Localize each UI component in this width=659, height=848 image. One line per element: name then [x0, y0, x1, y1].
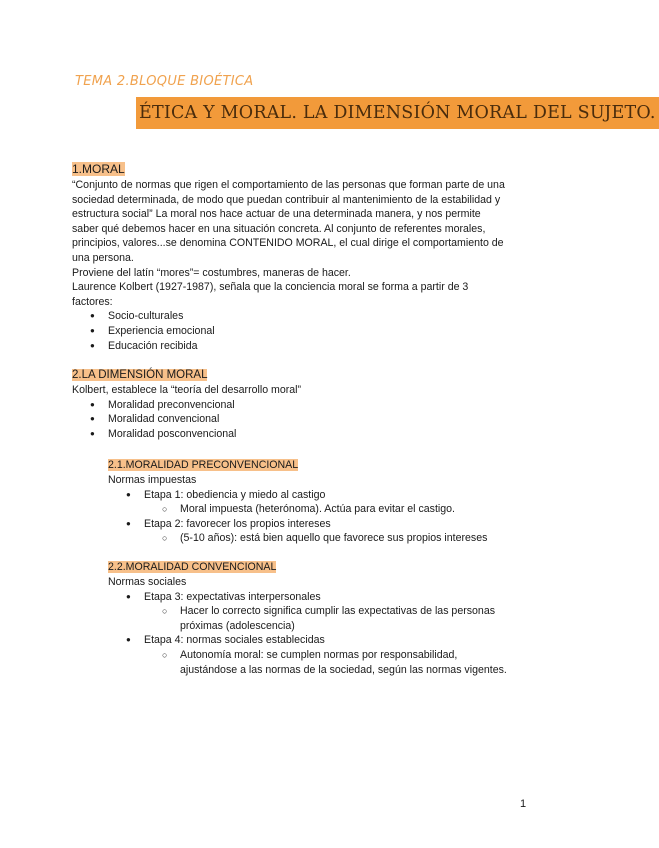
section-heading: 2.2.MORALIDAD CONVENCIONAL	[108, 561, 277, 573]
section-heading: 2.1.MORALIDAD PRECONVENCIONAL	[108, 459, 299, 471]
stages-list	[126, 488, 538, 546]
list-item: ○ (5-10 años): está bien aquello que favorece sus propios intereses	[162, 531, 538, 546]
paragraph-line: Normas sociales	[108, 576, 187, 588]
stage-label: Etapa 3: expectativas interpersonales	[144, 590, 321, 603]
section-preconvencional	[108, 458, 538, 546]
page-number: 1	[520, 798, 527, 810]
paragraph-line: sociedad determinada, de modo que puedan contribuir al mantenimiento de la estabilidad y	[72, 193, 501, 206]
factors-list	[90, 309, 532, 353]
list-item: ● Experiencia emocional	[90, 324, 532, 339]
stage-label: Etapa 4: normas sociales establecidas	[144, 634, 325, 647]
stage-label: Etapa 2: favorecer los propios intereses	[144, 517, 331, 530]
paragraph-line: estructura social” La moral nos hace actuar de una determinada manera, y nos permite	[72, 208, 481, 221]
section-moral	[72, 162, 532, 353]
list-item: ● Educación recibida	[90, 339, 532, 354]
list-item: ○ Moral impuesta (heterónoma). Actúa para evitar el castigo.	[162, 502, 538, 517]
list-item	[162, 648, 538, 677]
paragraph-line: Proviene del latín “mores”= costumbres, maneras de hacer.	[72, 266, 351, 279]
list-item: ● Moralidad convencional	[90, 412, 532, 427]
paragraph-line: saber qué debemos hacer en una situación concreta. Al conjunto de referentes morales,	[72, 222, 486, 235]
list-item	[126, 517, 538, 546]
list-item	[126, 633, 538, 677]
paragraph-line: Laurence Kolbert (1927-1987), señala que la conciencia moral se forma a partir de 3	[72, 281, 469, 294]
paragraph-line: factores:	[72, 295, 113, 308]
section-heading: 2.LA DIMENSIÓN MORAL	[72, 369, 208, 381]
note-line: próximas (adolescencia)	[180, 619, 295, 632]
paragraph-line: Kolbert, establece la “teoría del desarrollo moral”	[72, 384, 302, 396]
note-line: ajustándose a las normas de la sociedad, según las normas vigentes.	[180, 663, 507, 676]
note-line: ○ Hacer lo correcto significa cumplir las expectativas de las personas	[180, 605, 496, 618]
paragraph-line: una persona.	[72, 251, 134, 264]
paragraph-line: “Conjunto de normas que rigen el comportamiento de las personas que forman parte de una	[72, 179, 505, 191]
paragraph-line: principios, valores...se denomina CONTENIDO MORAL, el cual dirige el comportamiento de	[72, 237, 504, 250]
list-item: ● Socio-culturales	[90, 309, 532, 324]
paragraph-line: Normas impuestas	[108, 474, 197, 486]
section-convencional	[108, 560, 538, 677]
list-item	[162, 604, 538, 633]
list-item: ● Moralidad preconvencional	[90, 398, 532, 413]
page-title: ÉTICA Y MORAL. LA DIMENSIÓN MORAL DEL SUJETO.	[136, 97, 659, 129]
subject-label: TEMA 2.BLOQUE BIOÉTICA	[75, 74, 254, 89]
list-item: ● Moralidad posconvencional	[90, 427, 532, 442]
note-line: ○ Autonomía moral: se cumplen normas por responsabilidad,	[180, 648, 458, 661]
section-heading: 1.MORAL	[72, 162, 125, 176]
stages-list	[126, 590, 538, 678]
levels-list	[90, 398, 532, 442]
list-item	[126, 590, 538, 634]
list-item	[126, 488, 538, 517]
stage-label: Etapa 1: obediencia y miedo al castigo	[144, 488, 326, 501]
section-dimension-moral	[72, 368, 532, 441]
